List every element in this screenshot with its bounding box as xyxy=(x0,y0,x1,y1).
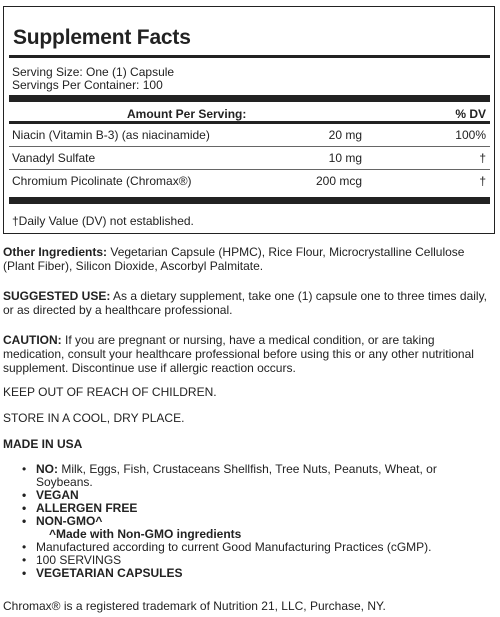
bullet-icon: • xyxy=(22,553,27,567)
nutrient-amount: 200 mcg xyxy=(315,174,362,188)
list-item xyxy=(3,463,493,489)
serving-size: Serving Size: One (1) Capsule xyxy=(12,65,175,79)
servings-per-container: Servings Per Container: 100 xyxy=(12,78,163,92)
nutrient-row xyxy=(4,170,494,190)
suggested-use-text: As a dietary supplement, take one (1) capsule one to three times daily, or as directed by a healthcare professional. xyxy=(3,289,488,317)
bullet-icon: • xyxy=(22,540,27,554)
bullet-icon: • xyxy=(22,566,27,580)
divider xyxy=(9,197,490,204)
servings-claim: 100 SERVINGS xyxy=(36,553,122,567)
divider xyxy=(9,55,490,58)
non-gmo-note: ^Made with Non-GMO ingredients xyxy=(49,527,242,541)
nutrient-dv: † xyxy=(479,174,486,188)
other-ingredients-label: Other Ingredients: xyxy=(3,245,108,259)
dv-footnote: †Daily Value (DV) not established. xyxy=(12,214,194,228)
nutrient-dv: † xyxy=(479,151,486,165)
caution xyxy=(3,333,493,375)
keep-out-warning: KEEP OUT OF REACH OF CHILDREN. xyxy=(3,385,217,399)
nutrient-row xyxy=(4,147,494,167)
made-in-usa: MADE IN USA xyxy=(3,437,83,451)
bullet-icon: • xyxy=(22,514,27,528)
other-ingredients xyxy=(3,245,493,273)
vegan-claim: VEGAN xyxy=(36,488,79,502)
claims-list xyxy=(3,463,493,580)
caution-text: If you are pregnant or nursing, have a medical condition, or are taking medication, consult your healthcare professional before using this or any other nutritional supplement. Discontinue use if allergic reaction occurs. xyxy=(3,333,474,375)
allergen-free-claim: ALLERGEN FREE xyxy=(36,501,138,515)
supplement-facts-panel xyxy=(3,6,495,234)
gmp-claim: Manufactured according to current Good Manufacturing Practices (cGMP). xyxy=(36,540,432,554)
other-ingredients-text: Vegetarian Capsule (HPMC), Rice Flour, Microcrystalline Cellulose (Plant Fiber), Silicon Dioxide, Ascorbyl Palmitate. xyxy=(3,245,465,273)
list-item xyxy=(3,567,493,580)
caution-label: CAUTION: xyxy=(3,333,62,347)
nutrient-row xyxy=(4,124,494,144)
bullet-icon: • xyxy=(22,501,27,515)
trademark-notice: Chromax® is a registered trademark of Nutrition 21, LLC, Purchase, NY. xyxy=(3,599,386,613)
bullet-icon: • xyxy=(22,462,27,476)
non-gmo-claim: NON-GMO^ xyxy=(36,514,103,528)
nutrient-name: Chromium Picolinate (Chromax®) xyxy=(12,174,192,188)
no-label: NO: xyxy=(36,462,58,476)
suggested-use xyxy=(3,289,493,317)
nutrient-dv: 100% xyxy=(455,128,486,142)
divider xyxy=(9,95,490,102)
facts-title: Supplement Facts xyxy=(13,26,191,49)
suggested-use-label: SUGGESTED USE: xyxy=(3,289,111,303)
no-allergens: Milk, Eggs, Fish, Crustaceans Shellfish, Tree Nuts, Peanuts, Wheat, or Soybeans. xyxy=(36,462,437,489)
nutrient-amount: 10 mg xyxy=(328,151,362,165)
amount-header: Amount Per Serving: xyxy=(127,107,247,121)
nutrient-amount: 20 mg xyxy=(328,128,362,142)
bullet-icon: • xyxy=(22,488,27,502)
nutrient-name: Niacin (Vitamin B-3) (as niacinamide) xyxy=(12,128,210,142)
storage-instruction: STORE IN A COOL, DRY PLACE. xyxy=(3,411,185,425)
veg-capsules-claim: VEGETARIAN CAPSULES xyxy=(36,566,183,580)
nutrient-name: Vanadyl Sulfate xyxy=(12,151,96,165)
dv-header: % DV xyxy=(455,107,486,121)
